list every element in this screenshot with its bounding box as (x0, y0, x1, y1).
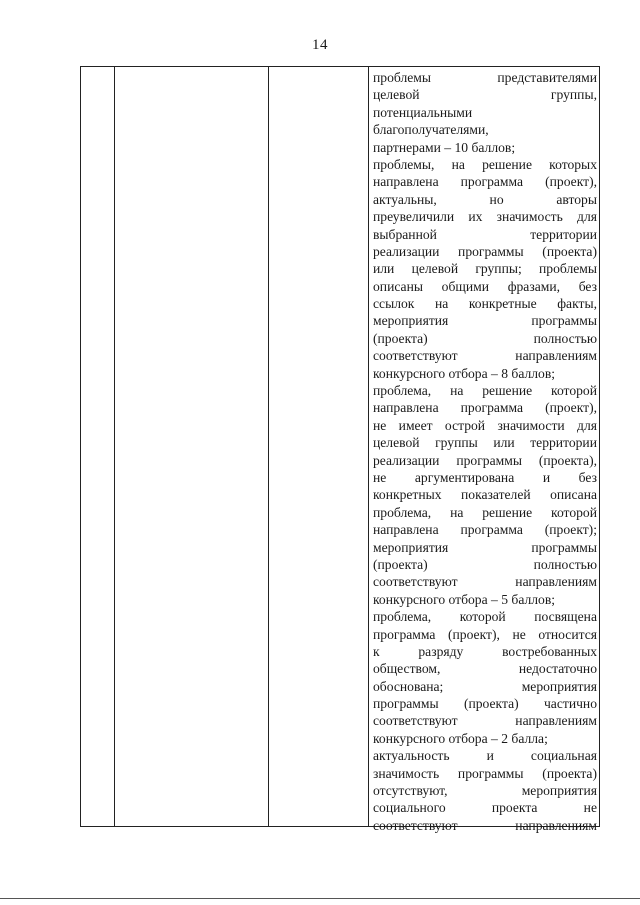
criteria-text-line: обоснована; мероприятия (373, 678, 597, 694)
criteria-text-line: потенциальными (373, 104, 473, 120)
criteria-text-line: конкурсного отбора – 8 баллов; (373, 365, 556, 381)
criteria-text-line: благополучателями, (373, 122, 489, 138)
criteria-text-line: программа (проект), не относится (373, 626, 597, 642)
criteria-text-line: программы (проекта) частично (373, 696, 597, 712)
criteria-text-line: проблема, на решение которой (373, 504, 597, 520)
criteria-text-line: партнерами – 10 баллов; (373, 139, 516, 155)
criteria-text-line: конкурсного отбора – 5 баллов; (373, 591, 556, 607)
criteria-text-line: реализации программы (проекта), (373, 452, 597, 468)
criteria-text-line: проблемы, на решение которых (373, 156, 597, 172)
criteria-text-line: направлена программа (проект); (373, 522, 597, 538)
criteria-text-line: не аргументирована и без (373, 469, 597, 485)
criteria-text-line: преувеличили их значимость для (373, 209, 597, 225)
page-bottom-edge (0, 898, 640, 899)
criteria-text-line: целевой группы или территории (373, 435, 597, 451)
criteria-text-line: конкретных показателей описана (373, 487, 597, 503)
criteria-text-line: описаны общими фразами, без (373, 278, 597, 294)
criteria-text-line: соответствуют направлениям (373, 574, 597, 590)
criteria-text-line: соответствуют направлениям (373, 713, 597, 729)
criteria-text-line: проблемы представителями (373, 70, 597, 85)
column-divider (114, 67, 115, 826)
criteria-text-line: реализации программы (проекта) (373, 243, 597, 259)
criteria-text-line: мероприятия программы (373, 539, 597, 555)
scoring-criteria-cell (373, 69, 597, 834)
page-number: 14 (312, 37, 328, 53)
criteria-text-line: (проекта) полностью (373, 330, 597, 346)
criteria-text-line: проблема, на решение которой (373, 383, 597, 399)
criteria-text-line: конкурсного отбора – 2 балла; (373, 730, 548, 746)
criteria-text-line: актуальность и социальная (373, 748, 597, 764)
criteria-text-line: значимость программы (проекта) (373, 765, 597, 781)
criteria-text-line: целевой группы, (373, 87, 597, 103)
criteria-text-line: социального проекта не (373, 800, 597, 816)
criteria-text-line: или целевой группы; проблемы (373, 261, 597, 277)
criteria-text-line: направлена программа (проект), (373, 174, 597, 190)
criteria-text-line: (проекта) полностью (373, 556, 597, 572)
criteria-text-line: выбранной территории (373, 226, 597, 242)
criteria-table (80, 66, 600, 833)
column-divider (368, 67, 369, 826)
criteria-text-line: мероприятия программы (373, 313, 597, 329)
criteria-text-line: ссылок на конкретные факты, (373, 296, 597, 312)
criteria-text-line: к разряду востребованных (373, 643, 597, 659)
criteria-text-line: отсутствуют, мероприятия (373, 783, 597, 799)
criteria-text-line: проблема, которой посвящена (373, 609, 597, 625)
criteria-text-line: не имеет острой значимости для (373, 417, 597, 433)
criteria-text-line: соответствуют направлениям (373, 817, 597, 833)
column-divider (268, 67, 269, 826)
criteria-text-line: соответствуют направлениям (373, 348, 597, 364)
criteria-text-line: актуальны, но авторы (373, 191, 597, 207)
criteria-text-line: направлена программа (проект), (373, 400, 597, 416)
criteria-text-line: обществом, недостаточно (373, 661, 597, 677)
